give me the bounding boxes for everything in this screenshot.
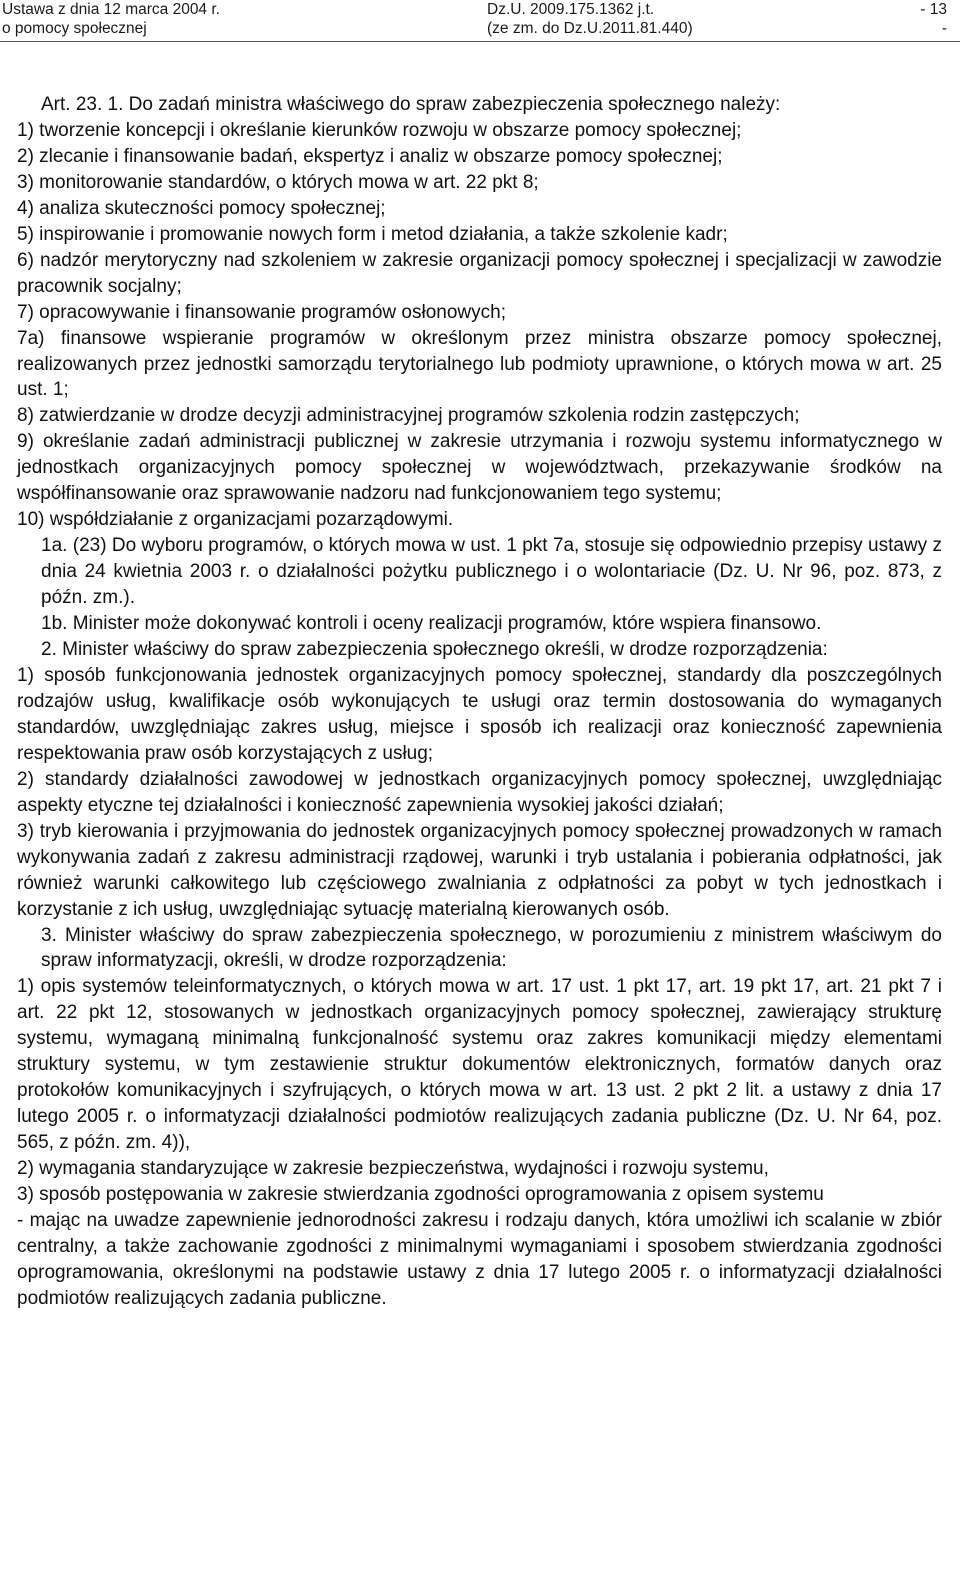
article-paragraph: 3) sposób postępowania w zakresie stwierdzania zgodności oprogramowania z opisem systemu [17,1184,824,1206]
article-paragraph: 1a. (23) Do wyboru programów, o których mowa w ust. 1 pkt 7a, stosuje się odpowiednio przepisy ustawy z dnia 24 kwietnia 2003 r. o działalności pożytku publicznego i o wolontariacie (Dz. U. Nr 96, poz. 873, z późn. zm.). [41,535,942,609]
header-rule [0,41,960,42]
article-paragraph: 3) tryb kierowania i przyjmowania do jednostek organizacyjnych pomocy społecznej prowadzonych w ramach wykonywania zadań z zakresu administracji rządowej, warunki i tryb ustalania i pobierania odpłatności, jak również warunki całkowitego lub częściowego zwalniania z odpłatności za pobyt w tych jednostkach i korzystanie z ich usług, uwzględniając sytuację materialną kierowanych osób. [17,820,942,920]
article-paragraph: 8) zatwierdzanie w drodze decyzji administracyjnej programów szkolenia rodzin zastępczych; [17,405,800,427]
header-page-number-line-2: - [941,20,947,37]
article-paragraph: Art. 23. 1. Do zadań ministra właściwego do spraw zabezpieczenia społecznego należy: [41,94,781,115]
article-paragraph: 7) opracowywanie i finansowanie programów osłonowych; [17,301,506,323]
article-paragraph: 4) analiza skuteczności pomocy społecznej; [17,197,386,219]
article-paragraph: 1) sposób funkcjonowania jednostek organizacyjnych pomocy społecznej, standardy dla poszczególnych rodzajów usług, kwalifikacje osób wykonujących te usługi oraz termin dostosowania do wymaganych standardów, uwzględniając zakres usług, miejsce i sposób ich realizacji oraz konieczność zapewnienia respektowania praw osób korzystających z usług; [17,664,942,764]
header-act-line-1: Ustawa z dnia 12 marca 2004 r. [2,1,220,18]
article-paragraph: 3. Minister właściwy do spraw zabezpieczenia społecznego, w porozumieniu z ministrem właściwym do spraw informatyzacji, określi, w drodze rozporządzenia: [41,924,942,972]
article-paragraph: 1) opis systemów teleinformatycznych, o których mowa w art. 17 ust. 1 pkt 17, art. 19 pkt 17, art. 21 pkt 7 i art. 22 pkt 12, stosowanych w jednostkach organizacyjnych pomocy społecznej, zawierający strukturę systemu, wymaganą minimalną funkcjonalność systemu oraz zakres komunikacji między elementami struktury systemu, w tym zestawienie struktur dokumentów elektronicznych, formatów danych oraz protokołów komunikacyjnych i szyfrujących, o których mowa w art. 13 ust. 2 pkt 2 lit. a ustawy z dnia 17 lutego 2005 r. o informatyzacji działalności podmiotów realizujących zadania publiczne (Dz. U. Nr 64, poz. 565, z późn. zm. 4)), [17,976,942,1154]
article-paragraph: 3) monitorowanie standardów, o których mowa w art. 22 pkt 8; [17,171,539,193]
header-journal-line-2: (ze zm. do Dz.U.2011.81.440) [487,20,693,37]
article-paragraph: 2) wymagania standaryzujące w zakresie bezpieczeństwa, wydajności i rozwoju systemu, [17,1158,769,1180]
header-journal-ref [487,0,693,38]
article-paragraph: 5) inspirowanie i promowanie nowych form i metod działania, a także szkolenie kadr; [17,223,728,245]
header-page-number-line-1: - 13 [920,1,947,18]
article-paragraph: 10) współdziałanie z organizacjami pozarządowymi. [17,509,454,531]
header-page-number [920,0,947,38]
article-paragraph: 6) nadzór merytoryczny nad szkoleniem w zakresie organizacji pomocy społecznej i specjalizacji w zawodzie pracownik socjalny; [17,249,942,297]
article-paragraph: 2. Minister właściwy do spraw zabezpieczenia społecznego określi, w drodze rozporządzenia: [41,639,828,661]
article-paragraph: 2) standardy działalności zawodowej w jednostkach organizacyjnych pomocy społecznej, uwzględniając aspekty etyczne tej działalności i konieczność zapewnienia wysokiej jakości działań; [17,768,942,816]
header-journal-line-1: Dz.U. 2009.175.1362 j.t. [487,1,655,18]
header-act-title [2,0,220,38]
article-paragraph: 7a) finansowe wspieranie programów w określonym przez ministra obszarze pomocy społecznej, realizowanych przez jednostki samorządu terytorialnego lub podmioty uprawnione, o których mowa w art. 25 ust. 1; [17,327,942,401]
article-body [17,92,942,1312]
article-paragraph: 1b. Minister może dokonywać kontroli i oceny realizacji programów, które wspiera finansowo. [41,613,822,635]
article-paragraph: 2) zlecanie i finansowanie badań, ekspertyz i analiz w obszarze pomocy społecznej; [17,145,723,167]
article-paragraph: - mając na uwadze zapewnienie jednorodności zakresu i rodzaju danych, która umożliwi ich scalanie w zbiór centralny, a także zachowanie zgodności z minimalnymi wymaganiami i sposobem stwierdzania zgodności oprogramowania, określonymi na podstawie ustawy z dnia 17 lutego 2005 r. o informatyzacji działalności podmiotów realizujących zadania publiczne. [17,1209,942,1309]
article-paragraph: 9) określanie zadań administracji publicznej w zakresie utrzymania i rozwoju systemu informatycznego w jednostkach organizacyjnych pomocy społecznej w województwach, przekazywanie środków na współfinansowanie oraz sprawowanie nadzoru nad funkcjonowaniem tego systemu; [17,431,942,505]
article-paragraph: 1) tworzenie koncepcji i określanie kierunków rozwoju w obszarze pomocy społecznej; [17,119,742,141]
header-act-line-2: o pomocy społecznej [2,20,147,37]
